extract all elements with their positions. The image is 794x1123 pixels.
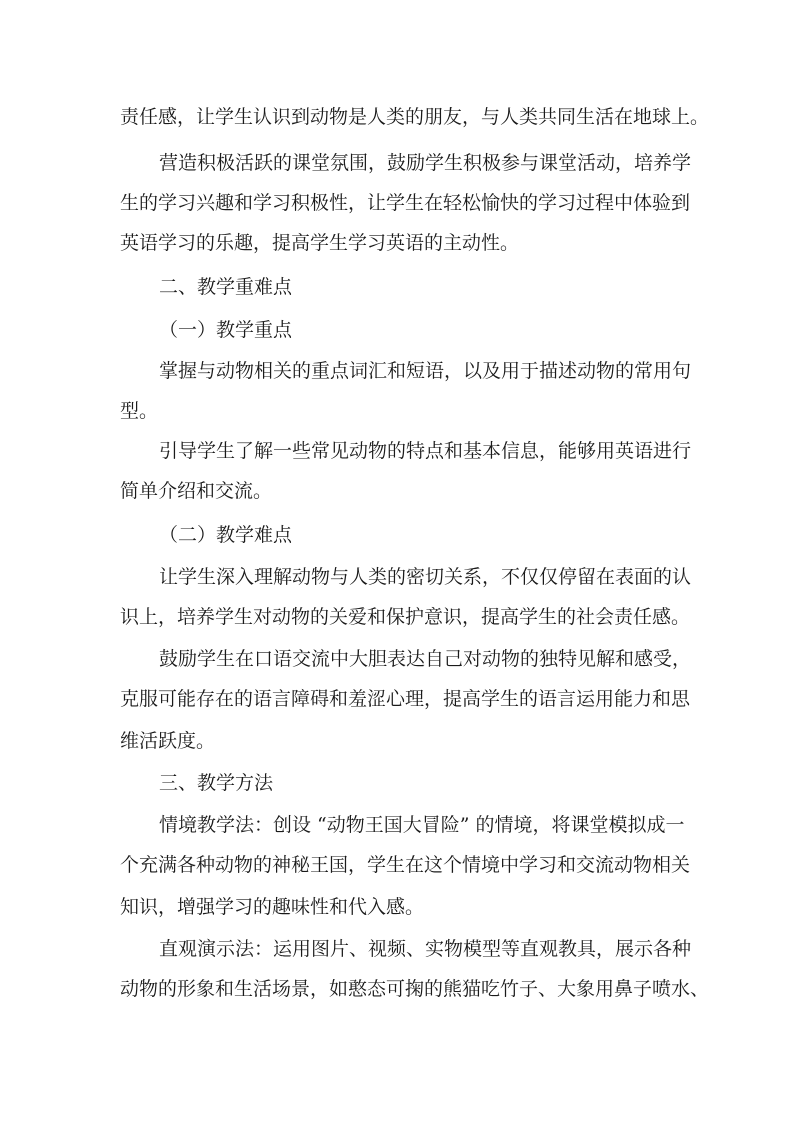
paragraph-line: 让学生深入理解动物与人类的密切关系，不仅仅停留在表面的认 <box>159 566 692 588</box>
paragraph-line: 掌握与动物相关的重点词汇和短语，以及用于描述动物的常用句 <box>159 360 692 382</box>
paragraph-line: 情境教学法：创设 “动物王国大冒险” 的情境，将课堂模拟成一 <box>159 814 685 836</box>
paragraph-line: 引导学生了解一些常见动物的特点和基本信息，能够用英语进行 <box>159 440 692 462</box>
paragraph-line: 个充满各种动物的神秘王国，学生在这个情境中学习和交流动物相关 <box>120 854 691 876</box>
section-heading: 二、教学重难点 <box>159 276 293 298</box>
paragraph-line: 知识，增强学习的趣味性和代入感。 <box>120 896 425 918</box>
paragraph-line: 责任感，让学生认识到动物是人类的朋友，与人类共同生活在地球上。 <box>120 106 710 128</box>
paragraph-line: 动物的形象和生活场景，如憨态可掬的熊猫吃竹子、大象用鼻子喷水、 <box>120 978 710 1000</box>
paragraph-line: 简单介绍和交流。 <box>120 480 273 502</box>
paragraph-line: 鼓励学生在口语交流中大胆表达自己对动物的独特见解和感受， <box>159 648 692 670</box>
paragraph-line: 英语学习的乐趣，提高学生学习英语的主动性。 <box>120 232 520 254</box>
paragraph-line: 维活跃度。 <box>120 730 216 752</box>
paragraph-line: 识上，培养学生对动物的关爱和保护意识，提高学生的社会责任感。 <box>120 606 691 628</box>
paragraph-line: 营造积极活跃的课堂氛围，鼓励学生积极参与课堂活动，培养学 <box>159 152 692 174</box>
paragraph-line: 型。 <box>120 400 159 422</box>
paragraph-line: 生的学习兴趣和学习积极性，让学生在轻松愉快的学习过程中体验到 <box>120 192 691 214</box>
subsection-heading: （一）教学重点 <box>159 319 293 341</box>
subsection-heading: （二）教学难点 <box>159 524 293 546</box>
paragraph-line: 克服可能存在的语言障碍和羞涩心理，提高学生的语言运用能力和思 <box>120 688 691 710</box>
section-heading: 三、教学方法 <box>159 772 274 794</box>
paragraph-line: 直观演示法：运用图片、视频、实物模型等直观教具，展示各种 <box>159 938 692 960</box>
